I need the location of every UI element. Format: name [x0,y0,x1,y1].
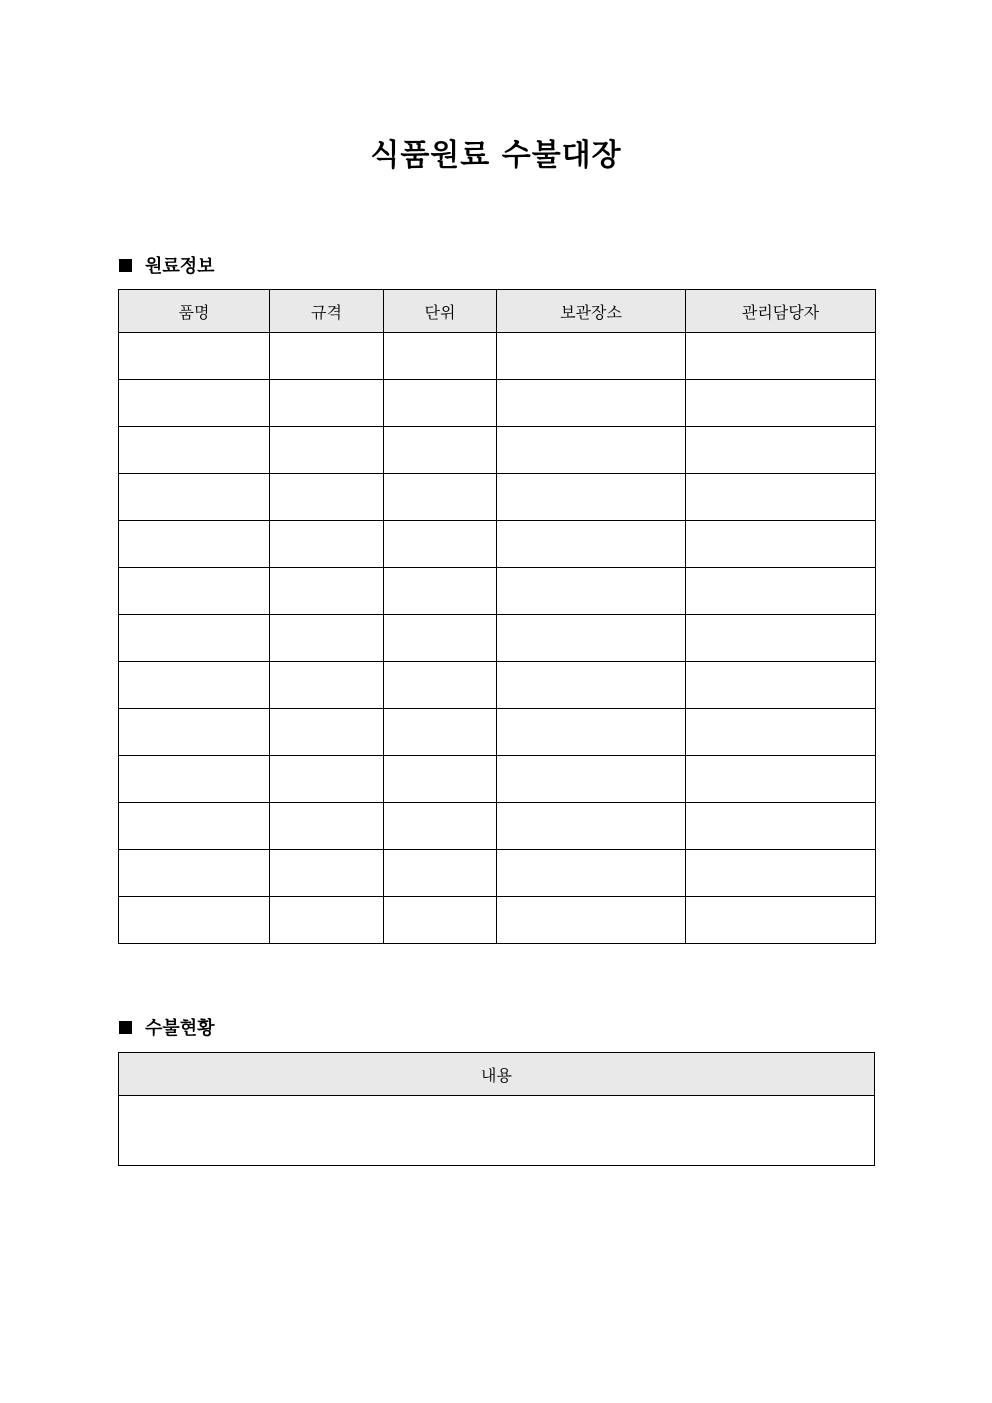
table-cell [497,662,686,709]
table-cell [497,897,686,944]
table-cell [270,897,384,944]
table-cell [119,474,270,521]
table-cell [384,474,497,521]
table-cell [384,709,497,756]
table-row [119,850,876,897]
table-cell [270,474,384,521]
material-info-table [118,289,876,944]
table-row [119,474,876,521]
table-cell [686,756,876,803]
table-cell [384,380,497,427]
table-cell [270,380,384,427]
table-cell [497,803,686,850]
table-cell [270,850,384,897]
table-cell [686,380,876,427]
table-cell [270,427,384,474]
document-title: 식품원료 수불대장 [370,138,622,173]
table-row [119,897,876,944]
inout-status-table-body [119,1096,875,1166]
table-cell [119,427,270,474]
table-cell [119,662,270,709]
table-cell [119,615,270,662]
table-cell [119,568,270,615]
table-row [119,333,876,380]
table-cell [119,803,270,850]
table-cell [270,662,384,709]
table-cell [686,615,876,662]
table-cell [497,756,686,803]
table-cell [686,521,876,568]
table-cell [384,615,497,662]
column-header-spec: 규격 [270,290,384,333]
table-cell [270,521,384,568]
table-cell [384,427,497,474]
column-header-unit: 단위 [384,290,497,333]
table-row [119,380,876,427]
table-cell [497,333,686,380]
table-cell [497,850,686,897]
table-row [119,427,876,474]
table-cell [270,756,384,803]
table-row [119,709,876,756]
table-header-row [119,1053,875,1096]
table-header-row [119,290,876,333]
table-cell [384,803,497,850]
table-cell [119,333,270,380]
table-row [119,1096,875,1166]
table-row [119,662,876,709]
table-cell [497,474,686,521]
square-bullet-icon [119,259,132,272]
table-cell [686,850,876,897]
section-heading-material-info [119,253,215,277]
table-cell [686,662,876,709]
table-cell [686,803,876,850]
table-cell [119,897,270,944]
table-cell [497,709,686,756]
table-cell [270,615,384,662]
table-cell [384,333,497,380]
table-cell [270,568,384,615]
table-row [119,521,876,568]
table-row [119,756,876,803]
table-cell [119,380,270,427]
square-bullet-icon [119,1021,132,1034]
inout-status-table [118,1052,875,1166]
table-cell [497,568,686,615]
table-cell [686,427,876,474]
table-cell [270,803,384,850]
table-cell [119,1096,875,1166]
table-cell [384,897,497,944]
table-cell [119,709,270,756]
column-header-content: 내용 [119,1053,875,1096]
table-cell [686,568,876,615]
table-row [119,568,876,615]
table-cell [270,333,384,380]
material-info-table-body [119,333,876,944]
table-cell [384,756,497,803]
table-cell [384,521,497,568]
table-cell [119,521,270,568]
table-cell [119,756,270,803]
table-cell [270,709,384,756]
section-heading-label: 원료정보 [145,256,215,277]
section-heading-inout-status [119,1015,215,1039]
table-cell [384,850,497,897]
table-row [119,615,876,662]
column-header-item-name: 품명 [119,290,270,333]
table-cell [384,662,497,709]
table-cell [384,568,497,615]
table-cell [686,474,876,521]
table-cell [497,380,686,427]
table-cell [686,897,876,944]
column-header-manager: 관리담당자 [686,290,876,333]
table-cell [686,709,876,756]
table-cell [497,427,686,474]
table-cell [497,615,686,662]
table-cell [119,850,270,897]
column-header-storage-location: 보관장소 [497,290,686,333]
section-heading-label: 수불현황 [145,1018,215,1039]
table-cell [497,521,686,568]
table-row [119,803,876,850]
table-cell [686,333,876,380]
